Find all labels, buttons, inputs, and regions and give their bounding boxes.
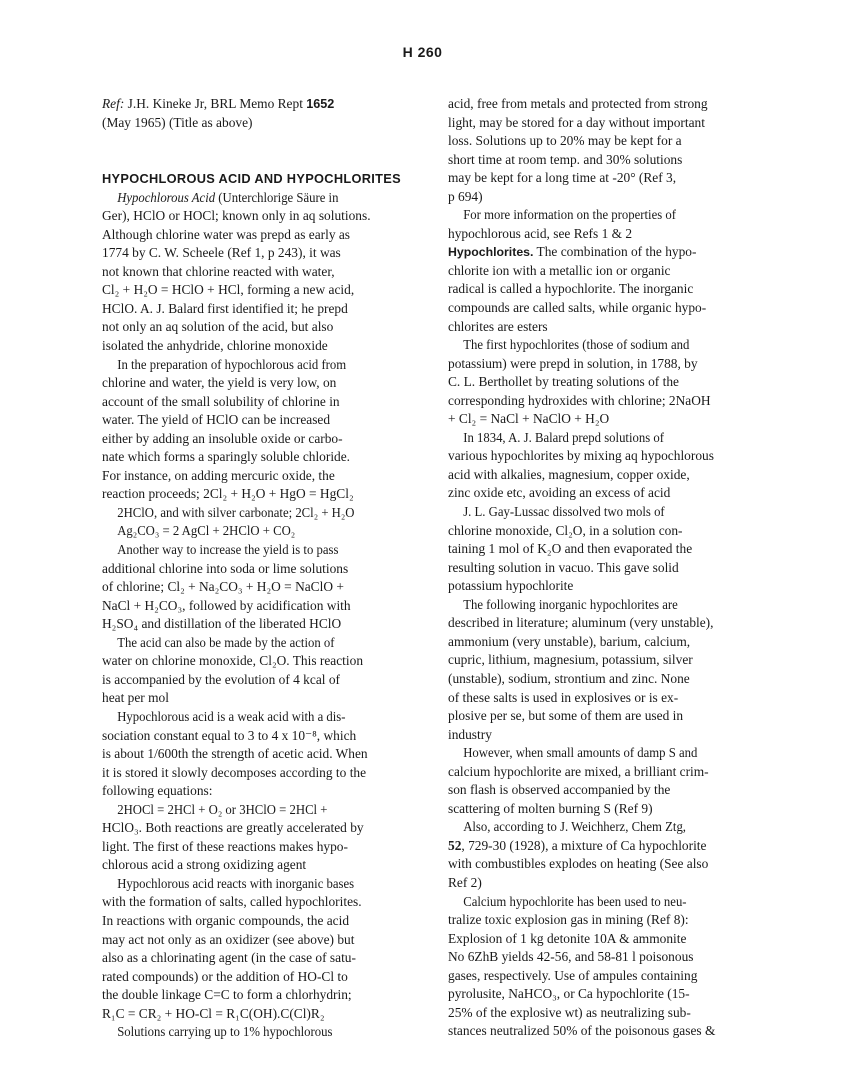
text-line xyxy=(102,986,424,1005)
text-line xyxy=(448,670,770,689)
text-run: resulting solution in vacuo. This gave solid xyxy=(448,559,679,575)
text-run: gases, respectively. Use of ampules containing xyxy=(448,967,698,983)
text-run: HClO. A. J. Balard first identified it; he prepd xyxy=(102,300,348,316)
text-line xyxy=(102,801,408,820)
text-line xyxy=(448,911,770,930)
text-run: it is stored it slowly decomposes according to the xyxy=(102,764,367,780)
text-run: The combination of the hypo- xyxy=(533,244,697,260)
text-line xyxy=(448,763,770,782)
text-run: acid, free from metals and protected from strong xyxy=(448,96,708,111)
text-run: J. L. Gay-Lussac dissolved two mols of xyxy=(463,504,665,520)
text-line xyxy=(102,504,408,523)
text-run: ammonium (very unstable), barium, calcium, xyxy=(448,633,691,649)
text-line xyxy=(448,651,770,670)
text-line xyxy=(448,243,770,262)
text-run: chlorine and water, the yield is very low, on xyxy=(102,375,337,391)
text-line xyxy=(448,837,770,856)
text-run: cupric, lithium, magnesium, potassium, silver xyxy=(448,652,693,668)
text-run: potassium hypochlorite xyxy=(448,578,574,594)
text-run: compounds are called salts, while organic hypo- xyxy=(448,300,707,316)
text-run: chlorite ion with a metallic ion or organic xyxy=(448,262,671,278)
text-line xyxy=(448,855,770,874)
text-run: Ref 2) xyxy=(448,874,482,890)
text-run: Cl₂ + H₂O = HClO + HCl, forming a new acid, xyxy=(102,282,355,298)
text-line xyxy=(102,708,408,727)
text-run: calcium hypochlorite are mixed, a brilliant crim- xyxy=(448,763,709,779)
text-run: The following inorganic hypochlorites are xyxy=(463,596,678,612)
text-run: either by adding an insoluble oxide or carbo- xyxy=(102,430,343,446)
text-line xyxy=(102,689,424,708)
text-run: hypochlorous acid, see Refs 1 & 2 xyxy=(448,225,633,241)
text-run: However, when small amounts of damp S and xyxy=(463,745,698,761)
text-run: J.H. Kineke Jr, BRL Memo Rept xyxy=(124,96,307,111)
text-run: account of the small solubility of chlorine in xyxy=(102,393,340,409)
text-line xyxy=(102,485,424,504)
text-run: various hypochlorites by mixing aq hypochlorous xyxy=(448,448,714,464)
text-line xyxy=(448,874,770,893)
text-line xyxy=(102,949,424,968)
text-line xyxy=(448,447,770,466)
text-line xyxy=(102,411,424,430)
text-run: HYPOCHLOROUS ACID AND HYPOCHLORITES xyxy=(102,171,401,187)
text-line xyxy=(448,744,754,763)
text-line xyxy=(448,151,770,170)
text-line xyxy=(448,429,754,448)
text-run: the double linkage C=C to form a chlorhydrin; xyxy=(102,987,352,1003)
text-line xyxy=(102,337,424,356)
text-run: Ag₂CO₃ = 2 AgCl + 2HClO + CO₂ xyxy=(117,523,296,539)
text-line xyxy=(102,819,424,838)
text-line xyxy=(102,893,424,912)
text-line xyxy=(102,838,424,857)
text-line xyxy=(102,300,424,319)
text-run: heat per mol xyxy=(102,690,169,706)
text-line xyxy=(448,132,770,151)
text-run: In the preparation of hypochlorous acid from xyxy=(117,356,347,372)
text-run: is accompanied by the evolution of 4 kcal of xyxy=(102,671,340,687)
text-line xyxy=(448,540,770,559)
text-line xyxy=(448,967,770,986)
text-run: In reactions with organic compounds, the acid xyxy=(102,912,350,928)
text-line xyxy=(102,560,424,579)
text-run: described in literature; aluminum (very unstable), xyxy=(448,615,714,631)
text-line xyxy=(448,95,770,114)
text-run: Hypochlorous Acid xyxy=(117,189,216,205)
text-line xyxy=(102,782,424,801)
text-line xyxy=(102,745,424,764)
text-run: No 6ZhB yields 42-56, and 58-81 l poisonous xyxy=(448,949,694,965)
text-line xyxy=(448,930,770,949)
text-line xyxy=(448,800,770,819)
text-line xyxy=(448,114,770,133)
text-line xyxy=(102,430,424,449)
text-run: of chlorine; Cl₂ + Na₂CO₃ + H₂O = NaClO + xyxy=(102,579,344,595)
text-run: tralize toxic explosion gas in mining (Ref 8): xyxy=(448,912,689,928)
text-run: 2HClO, and with silver carbonate; 2Cl₂ + H₂O xyxy=(117,504,355,520)
text-run: 25% of the explosive wt) as neutralizing sub- xyxy=(448,1004,691,1020)
text-run: light, may be stored for a day without important xyxy=(448,114,705,130)
text-line xyxy=(448,614,770,633)
text-run: For more information on the properties of xyxy=(463,207,676,223)
text-line xyxy=(448,726,770,745)
text-line xyxy=(102,875,408,894)
text-line xyxy=(102,931,424,950)
text-run: 52 xyxy=(448,837,462,853)
text-line xyxy=(102,281,424,300)
text-run: not only an aq solution of the acid, but also xyxy=(102,319,334,335)
text-run: (May 1965) (Title as above) xyxy=(102,114,253,130)
text-line xyxy=(102,541,408,560)
reference-line xyxy=(102,95,424,114)
text-line xyxy=(102,114,424,133)
text-run: chlorous acid a strong oxidizing agent xyxy=(102,857,307,873)
text-run: R₁C = CR₂ + HO-Cl = R₁C(OH).C(Cl)R₂ xyxy=(102,1005,325,1021)
text-line xyxy=(448,948,770,967)
text-line xyxy=(102,448,424,467)
text-line xyxy=(448,522,770,541)
text-run: zinc oxide etc, avoiding an excess of acid xyxy=(448,485,671,501)
text-line xyxy=(448,318,770,337)
page-header: H 260 xyxy=(402,44,443,60)
text-line xyxy=(102,207,424,226)
text-line xyxy=(448,818,754,837)
text-line xyxy=(448,484,770,503)
text-line xyxy=(102,634,408,653)
text-run: Another way to increase the yield is to pass xyxy=(117,542,339,558)
text-line xyxy=(448,893,754,912)
text-run: stances neutralized 50% of the poisonous gases & xyxy=(448,1023,716,1039)
text-run: nate which forms a sparingly soluble chloride. xyxy=(102,449,351,465)
text-run: 2HOCl = 2HCl + O₂ or 3HClO = 2HCl + xyxy=(117,801,328,817)
text-run: water. The yield of HClO can be increased xyxy=(102,412,331,428)
section-heading xyxy=(102,170,424,189)
text-run: 1774 by C. W. Scheele (Ref 1, p 243), it was xyxy=(102,245,341,261)
text-line xyxy=(448,299,770,318)
text-run: of these salts is used in explosives or is ex- xyxy=(448,689,679,705)
text-run: , 729-30 (1928), a mixture of Ca hypochlorite xyxy=(461,837,707,853)
text-line xyxy=(448,503,754,522)
text-line xyxy=(102,356,408,375)
text-line xyxy=(102,244,424,263)
text-line xyxy=(448,633,770,652)
text-run: acid with alkalies, magnesium, copper oxide, xyxy=(448,466,690,482)
text-line xyxy=(448,781,770,800)
text-run: NaCl + H₂CO₃, followed by acidification with xyxy=(102,597,351,613)
text-run: plosive per se, but some of them are used in xyxy=(448,708,684,724)
text-run: also as a chlorinating agent (in the case of satu- xyxy=(102,950,356,966)
text-run: not known that chlorine reacted with water, xyxy=(102,263,335,279)
text-line xyxy=(102,522,408,541)
text-run: reaction proceeds; 2Cl₂ + H₂O + HgO = HgCl₂ xyxy=(102,486,354,502)
text-run: Hypochlorites. xyxy=(448,245,534,260)
text-run: 1652 xyxy=(306,97,335,111)
text-line xyxy=(102,467,424,486)
text-line xyxy=(102,578,424,597)
text-line xyxy=(102,374,424,393)
text-run: (Unterchlorige Säure in xyxy=(215,189,339,205)
text-run: may be kept for a long time at -20° (Ref 3, xyxy=(448,170,677,186)
text-line xyxy=(102,1005,424,1024)
text-line xyxy=(102,318,424,337)
text-run: water on chlorine monoxide, Cl₂O. This reaction xyxy=(102,653,364,669)
text-line xyxy=(102,968,424,987)
text-run: isolated the anhydride, chlorine monoxide xyxy=(102,338,328,354)
text-run: H₂SO₄ and distillation of the liberated HClO xyxy=(102,616,342,632)
text-run: Solutions carrying up to 1% hypochlorous xyxy=(117,1024,333,1040)
text-line xyxy=(448,355,770,374)
text-line xyxy=(102,764,424,783)
text-line xyxy=(102,912,424,931)
text-line xyxy=(102,189,408,208)
text-line xyxy=(102,597,424,616)
text-run: radical is called a hypochlorite. The inorganic xyxy=(448,281,694,297)
text-run: p 694) xyxy=(448,188,483,204)
text-run: For instance, on adding mercuric oxide, the xyxy=(102,467,335,483)
text-run: Calcium hypochlorite has been used to neu- xyxy=(463,893,687,909)
right-column xyxy=(448,95,770,1041)
text-line xyxy=(448,985,770,1004)
text-run: pyrolusite, NaHCO₃, or Ca hypochlorite (15- xyxy=(448,986,690,1002)
text-line xyxy=(102,615,424,634)
text-line xyxy=(102,652,424,671)
text-line xyxy=(102,1023,408,1042)
text-line xyxy=(102,671,424,690)
text-run: chlorites are esters xyxy=(448,318,548,334)
text-line xyxy=(448,280,770,299)
text-line xyxy=(448,336,754,355)
text-run: taining 1 mol of K₂O and then evaporated the xyxy=(448,541,693,557)
text-line xyxy=(448,707,770,726)
text-run: is about 1/600th the strength of acetic acid. When xyxy=(102,746,368,762)
text-line xyxy=(448,1004,770,1023)
text-run: loss. Solutions up to 20% may be kept for a xyxy=(448,133,682,149)
text-run: Ger), HClO or HOCl; known only in aq solutions. xyxy=(102,208,371,224)
text-line xyxy=(448,559,770,578)
text-line xyxy=(448,373,770,392)
text-line xyxy=(102,856,424,875)
text-run: following equations: xyxy=(102,783,213,799)
text-run: Also, according to J. Weichherz, Chem Ztg, xyxy=(463,819,687,835)
text-line xyxy=(448,596,754,615)
text-line xyxy=(448,577,770,596)
paragraph-gap xyxy=(102,132,424,170)
text-line xyxy=(448,1022,770,1041)
text-line xyxy=(102,226,424,245)
text-run: rated compounds) or the addition of HO-Cl to xyxy=(102,968,348,984)
text-run: may act not only as an oxidizer (see above) but xyxy=(102,931,355,947)
text-line xyxy=(448,689,770,708)
text-run: Hypochlorous acid is a weak acid with a dis- xyxy=(117,708,346,724)
text-line xyxy=(102,393,424,412)
text-line xyxy=(448,225,770,244)
text-run: chlorine monoxide, Cl₂O, in a solution con- xyxy=(448,522,683,538)
text-line xyxy=(448,392,770,411)
text-run: light. The first of these reactions makes hypo- xyxy=(102,838,348,854)
text-run: Explosion of 1 kg detonite 10A & ammonite xyxy=(448,930,687,946)
text-run: with combustibles explodes on heating (See also xyxy=(448,856,709,872)
text-line xyxy=(448,188,770,207)
text-run: In 1834, A. J. Balard prepd solutions of xyxy=(463,429,664,445)
text-run: Ref: xyxy=(102,96,125,111)
text-run: Although chlorine water was prepd as early as xyxy=(102,226,351,242)
text-run: industry xyxy=(448,726,492,742)
text-line xyxy=(448,410,770,429)
text-run: The first hypochlorites (those of sodium and xyxy=(463,337,690,353)
text-line xyxy=(448,169,770,188)
text-run: The acid can also be made by the action of xyxy=(117,634,335,650)
text-run: with the formation of salts, called hypochlorites. xyxy=(102,894,362,910)
text-run: additional chlorine into soda or lime solutions xyxy=(102,560,349,576)
text-run: + Cl₂ = NaCl + NaClO + H₂O xyxy=(448,411,610,427)
text-line xyxy=(448,262,770,281)
text-run: (unstable), sodium, strontium and zinc. None xyxy=(448,670,690,686)
text-run: son flash is observed accompanied by the xyxy=(448,782,671,798)
text-run: Hypochlorous acid reacts with inorganic bases xyxy=(117,875,355,891)
text-run: HClO₃. Both reactions are greatly accelerated by xyxy=(102,820,364,836)
text-run: corresponding hydroxides with chlorine; 2NaOH xyxy=(448,392,711,408)
text-run: C. L. Berthollet by treating solutions of the xyxy=(448,374,679,390)
text-run: potassium) were prepd in solution, in 1788, by xyxy=(448,355,698,371)
left-column xyxy=(102,95,424,1042)
text-line xyxy=(102,727,424,746)
text-run: sociation constant equal to 3 to 4 x 10⁻⁸, which xyxy=(102,727,357,743)
text-line xyxy=(448,206,754,225)
text-line xyxy=(102,263,424,282)
text-run: short time at room temp. and 30% solutions xyxy=(448,151,683,167)
text-line xyxy=(448,466,770,485)
text-run: scattering of molten burning S (Ref 9) xyxy=(448,800,653,816)
